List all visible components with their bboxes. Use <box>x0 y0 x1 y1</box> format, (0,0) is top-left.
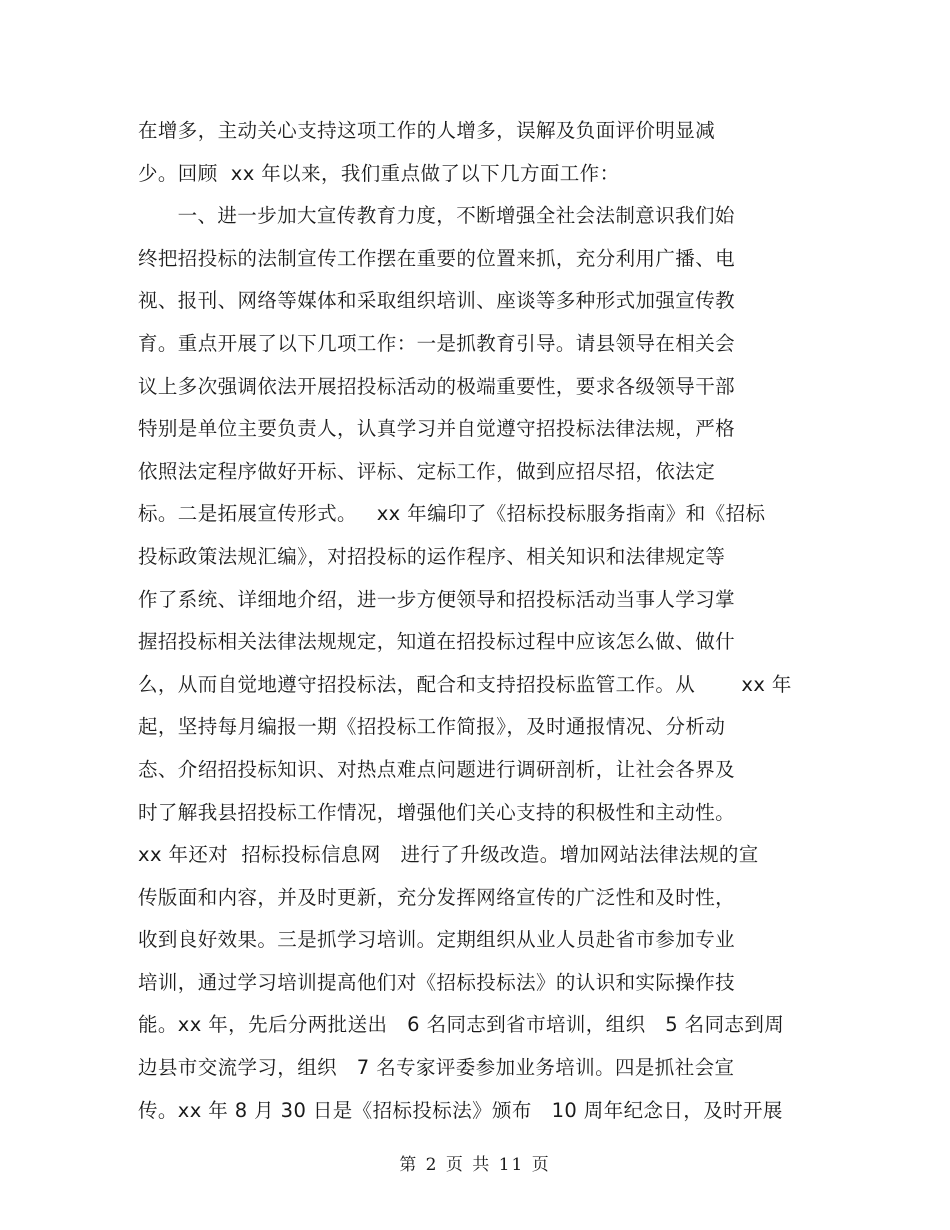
text-line: 一、进一步加大宣传教育力度，不断增强全社会法制意识我们始 <box>138 204 735 228</box>
text-line: 育。重点开展了以下几项工作：一是抓教育引导。请县领导在相关会 <box>138 331 736 355</box>
text-line: 起，坚持每月编报一期《招投标工作简报》，及时通报情况、分析动 <box>138 715 726 739</box>
text-line: 特别是单位主要负责人，认真学习并自觉遵守招投标法律法规，严格 <box>138 417 736 441</box>
text-line: 投标政策法规汇编》，对招投标的运作程序、相关知识和法律规定等 <box>138 544 726 568</box>
text-line: 握招投标相关法律法规规定，知道在招投标过程中应该怎么做、做什 <box>138 630 736 654</box>
text-line: 收到良好效果。三是抓学习培训。定期组织从业人员赴省市参加专业 <box>138 928 736 952</box>
text-line: 培训，通过学习培训提高他们对《招标投标法》的认识和实际操作技 <box>138 970 736 994</box>
text-line: 态、介绍招投标知识、对热点难点问题进行调研剖析，让社会各界及 <box>138 757 736 781</box>
text-line: 传。xx 年 8 月 30 日是《招标投标法》颁布 10 周年纪念日，及时开展 <box>138 1098 783 1122</box>
page-number-footer: 第 2 页 共 11 页 <box>399 1155 551 1175</box>
text-line: 边县市交流学习，组织 7 名专家评委参加业务培训。四是抓社会宣 <box>138 1056 735 1080</box>
text-line: 能。xx 年，先后分两批送出 6 名同志到省市培训，组织 5 名同志到周 <box>138 1013 785 1037</box>
body-text <box>138 110 818 1132</box>
text-line: 依照法定程序做好开标、评标、定标工作，做到应招尽招，依法定 <box>138 459 716 483</box>
text-line: 传版面和内容，并及时更新，充分发挥网络宣传的广泛性和及时性， <box>138 885 736 909</box>
text-line: 作了系统、详细地介绍，进一步方便领导和招投标活动当事人学习掌 <box>138 587 736 611</box>
text-line: 么，从而自觉地遵守招投标法，配合和支持招投标监管工作。从 xx 年 <box>138 672 792 696</box>
text-line: xx 年还对 招标投标信息网 进行了升级改造。增加网站法律法规的宣 <box>138 843 759 867</box>
text-line: 少。回顾 xx 年以来，我们重点做了以下几方面工作： <box>138 161 620 185</box>
text-line: 在增多，主动关心支持这项工作的人增多，误解及负面评价明显减 <box>138 119 716 142</box>
text-line: 视、报刊、网络等媒体和采取组织培训、座谈等多种形式加强宣传教 <box>138 289 736 313</box>
text-line: 终把招投标的法制宣传工作摆在重要的位置来抓，充分利用广播、电 <box>138 246 736 270</box>
text-line: 标。二是拓展宣传形式。 xx 年编印了《招标投标服务指南》和《招标 <box>138 502 766 526</box>
text-line: 时了解我县招投标工作情况，增强他们关心支持的积极性和主动性。 <box>138 800 736 824</box>
text-line: 议上多次强调依法开展招投标活动的极端重要性，要求各级领导干部 <box>138 374 736 398</box>
